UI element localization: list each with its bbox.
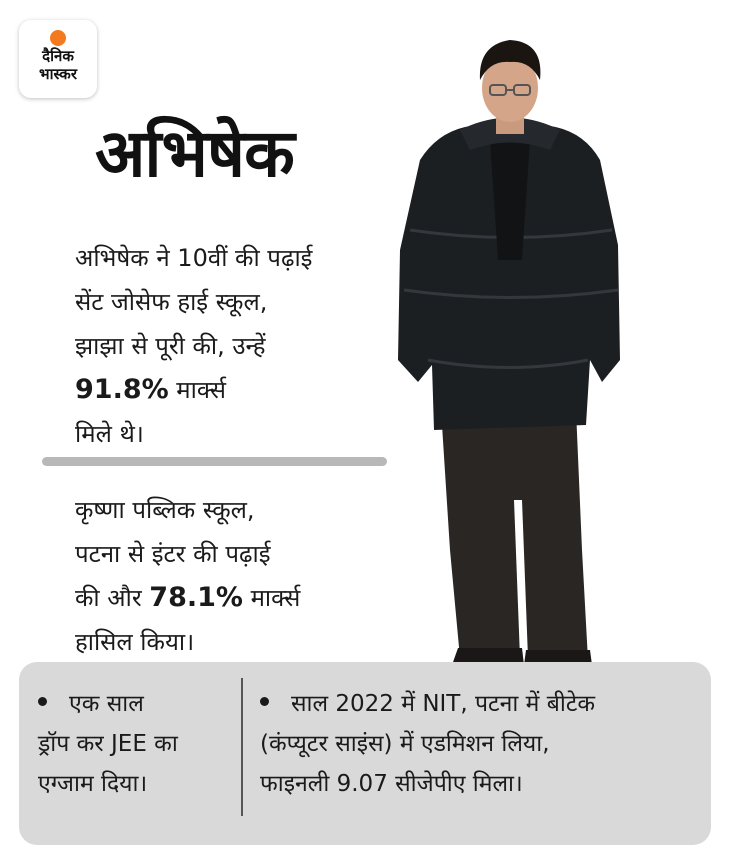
class12-line3-pre: की और — [75, 584, 150, 612]
class12-line4: हासिल किया। — [75, 628, 195, 656]
panel-divider — [241, 678, 243, 816]
logo-text-line1: दैनिक — [42, 47, 74, 65]
jee-line1 — [38, 684, 233, 724]
class12-percentage: 78.1% — [149, 582, 243, 613]
nit-admission-info — [260, 684, 700, 804]
nit-line1-text: साल 2022 में NIT, पटना में बीटेक — [291, 691, 596, 717]
class10-line5: मिले थे। — [75, 420, 144, 448]
jee-line1-text: एक साल — [69, 691, 144, 717]
bottom-info-panel — [19, 662, 711, 845]
jee-drop-info — [38, 684, 233, 804]
nit-line2: (कंप्यूटर साइंस) में एडमिशन लिया, — [260, 731, 550, 757]
sun-logo-icon — [50, 30, 66, 46]
person-name-heading: अभिषेक — [95, 115, 294, 192]
jee-line3: एग्जाम दिया। — [38, 771, 148, 797]
class10-line4-rest: मार्क्स — [168, 376, 227, 404]
class12-line3 — [75, 576, 405, 620]
jee-line2: ड्रॉप कर JEE का — [38, 731, 178, 757]
bullet-icon — [260, 697, 269, 706]
class10-percentage: 91.8% — [75, 374, 169, 405]
class10-line4 — [75, 368, 405, 412]
class12-line2: पटना से इंटर की पढ़ाई — [75, 540, 271, 568]
bullet-icon — [38, 697, 47, 706]
section-divider — [42, 457, 387, 466]
class10-line2: सेंट जोसेफ हाई स्कूल, — [75, 288, 268, 316]
person-photo — [390, 30, 630, 665]
logo-text-line2: भास्कर — [39, 65, 77, 83]
class10-line1: अभिषेक ने 10वीं की पढ़ाई — [75, 244, 313, 272]
class12-line1: कृष्णा पब्लिक स्कूल, — [75, 496, 255, 524]
nit-line3: फाइनली 9.07 सीजेपीए मिला। — [260, 771, 523, 797]
class12-line3-rest: मार्क्स — [242, 584, 301, 612]
class10-line3: झाझा से पूरी की, उन्हें — [75, 332, 266, 360]
class12-info — [75, 488, 405, 664]
dainik-bhaskar-logo — [19, 20, 97, 98]
nit-line1 — [260, 684, 700, 724]
class10-info — [75, 236, 405, 456]
